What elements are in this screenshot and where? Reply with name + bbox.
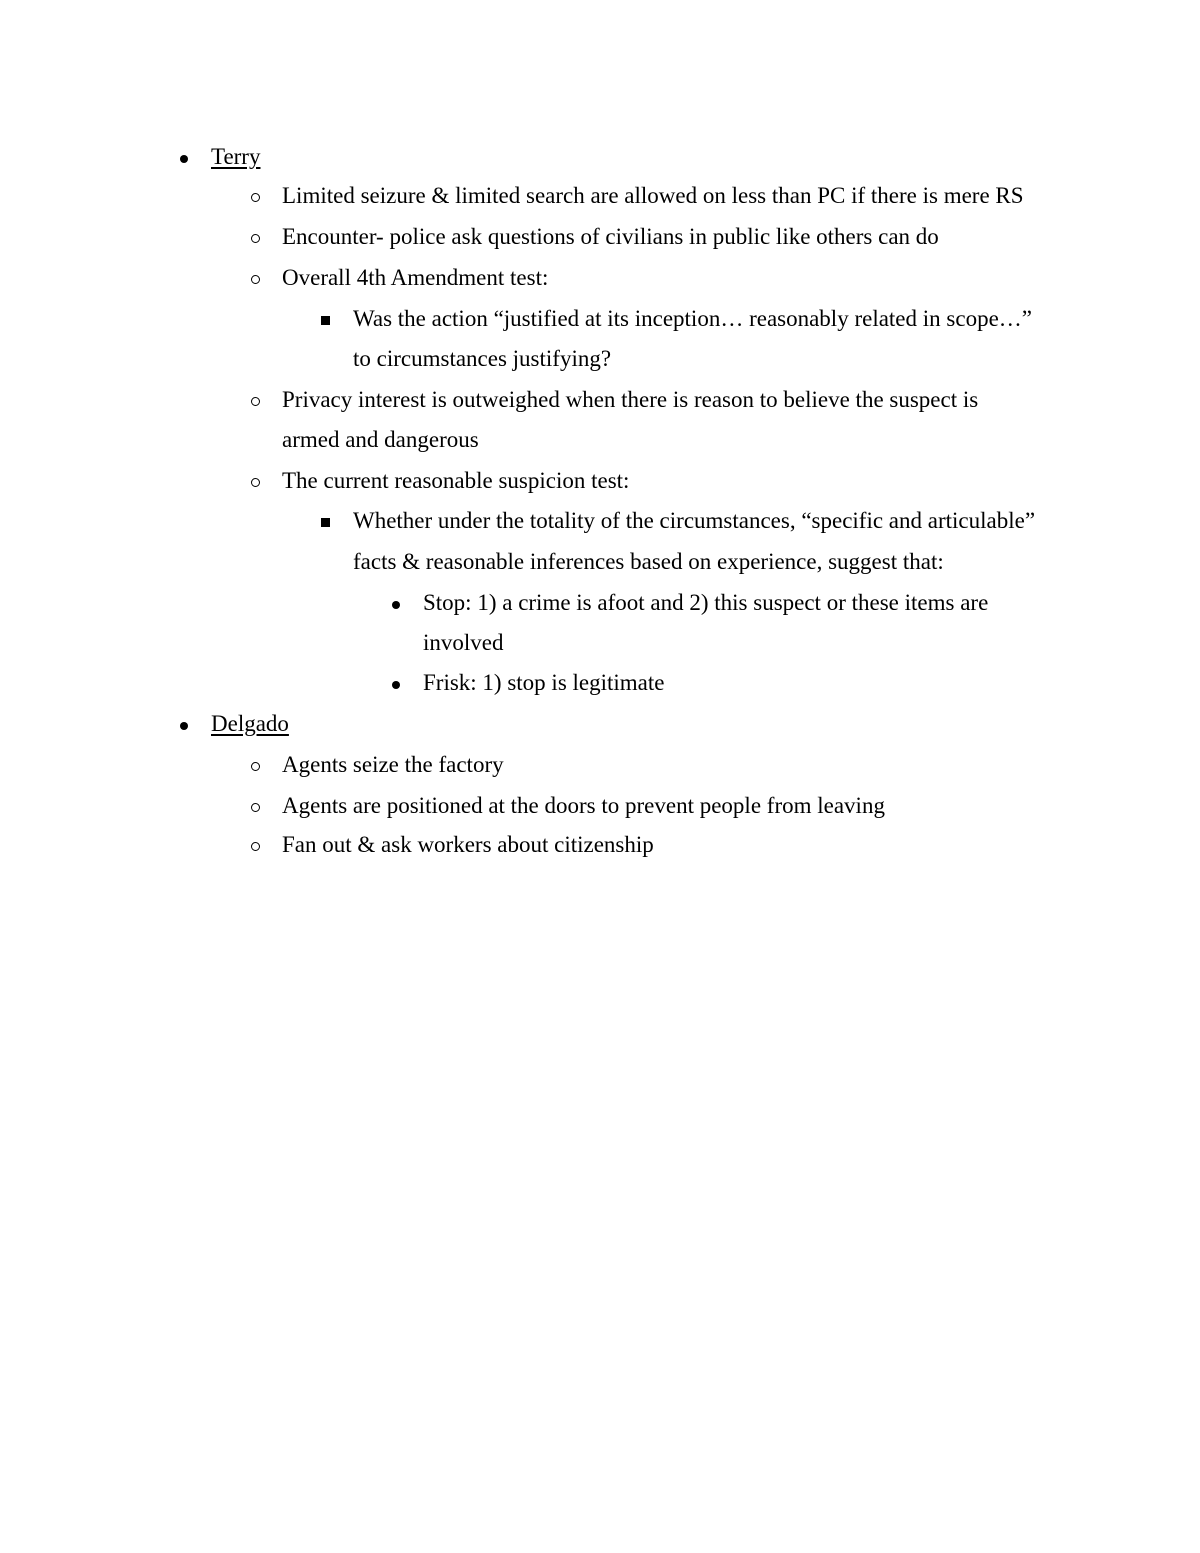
list-item-text: involved: [423, 630, 504, 655]
list-item: [0, 461, 1200, 501]
list-item-text: The current reasonable suspicion test:: [282, 468, 630, 493]
list-item: [0, 258, 1200, 298]
list-item-continuation: [0, 420, 1200, 460]
list-item-text: Stop: 1) a crime is afoot and 2) this suspect or these items are: [423, 590, 989, 615]
list-item: [0, 825, 1200, 865]
list-item-text: facts & reasonable inferences based on experience, suggest that:: [353, 549, 944, 574]
outline-item-terry: [0, 137, 1200, 177]
list-item: [0, 380, 1200, 420]
circle-bullet-icon: [245, 176, 265, 216]
list-item: [0, 176, 1200, 216]
heading-terry: Terry: [211, 144, 261, 169]
square-bullet-icon: [315, 299, 335, 339]
list-item: [0, 501, 1200, 541]
disc-bullet-icon: [174, 137, 194, 177]
list-item-text: Fan out & ask workers about citizenship: [282, 832, 654, 857]
outline-item-delgado: [0, 704, 1200, 744]
list-item-text: to circumstances justifying?: [353, 346, 612, 371]
circle-bullet-icon: [245, 745, 265, 785]
list-item: [0, 745, 1200, 785]
list-item: [0, 786, 1200, 826]
list-item: [0, 217, 1200, 257]
list-item: [0, 583, 1200, 623]
list-item-text: Overall 4th Amendment test:: [282, 265, 549, 290]
list-item-continuation: [0, 623, 1200, 663]
list-item-text: armed and dangerous: [282, 427, 479, 452]
circle-bullet-icon: [245, 825, 265, 865]
disc-bullet-icon: [386, 663, 406, 703]
list-item-text: Encounter- police ask questions of civilians in public like others can do: [282, 224, 939, 249]
circle-bullet-icon: [245, 786, 265, 826]
list-item-text: Agents seize the factory: [282, 752, 504, 777]
list-item-continuation: [0, 339, 1200, 379]
circle-bullet-icon: [245, 217, 265, 257]
circle-bullet-icon: [245, 380, 265, 420]
circle-bullet-icon: [245, 258, 265, 298]
disc-bullet-icon: [174, 704, 194, 744]
list-item-text: Whether under the totality of the circumstances, “specific and articulable”: [353, 508, 1036, 533]
circle-bullet-icon: [245, 461, 265, 501]
heading-delgado: Delgado: [211, 711, 289, 736]
list-item-text: Privacy interest is outweighed when there is reason to believe the suspect is: [282, 387, 979, 412]
list-item-text: Agents are positioned at the doors to prevent people from leaving: [282, 793, 885, 818]
square-bullet-icon: [315, 501, 335, 541]
list-item-text: Limited seizure & limited search are allowed on less than PC if there is mere RS: [282, 183, 1024, 208]
list-item: [0, 299, 1200, 339]
list-item-text: Was the action “justified at its inception… reasonably related in scope…”: [353, 306, 1032, 331]
list-item-continuation: [0, 542, 1200, 582]
list-item-text: Frisk: 1) stop is legitimate: [423, 670, 665, 695]
disc-bullet-icon: [386, 583, 406, 623]
list-item: [0, 663, 1200, 703]
